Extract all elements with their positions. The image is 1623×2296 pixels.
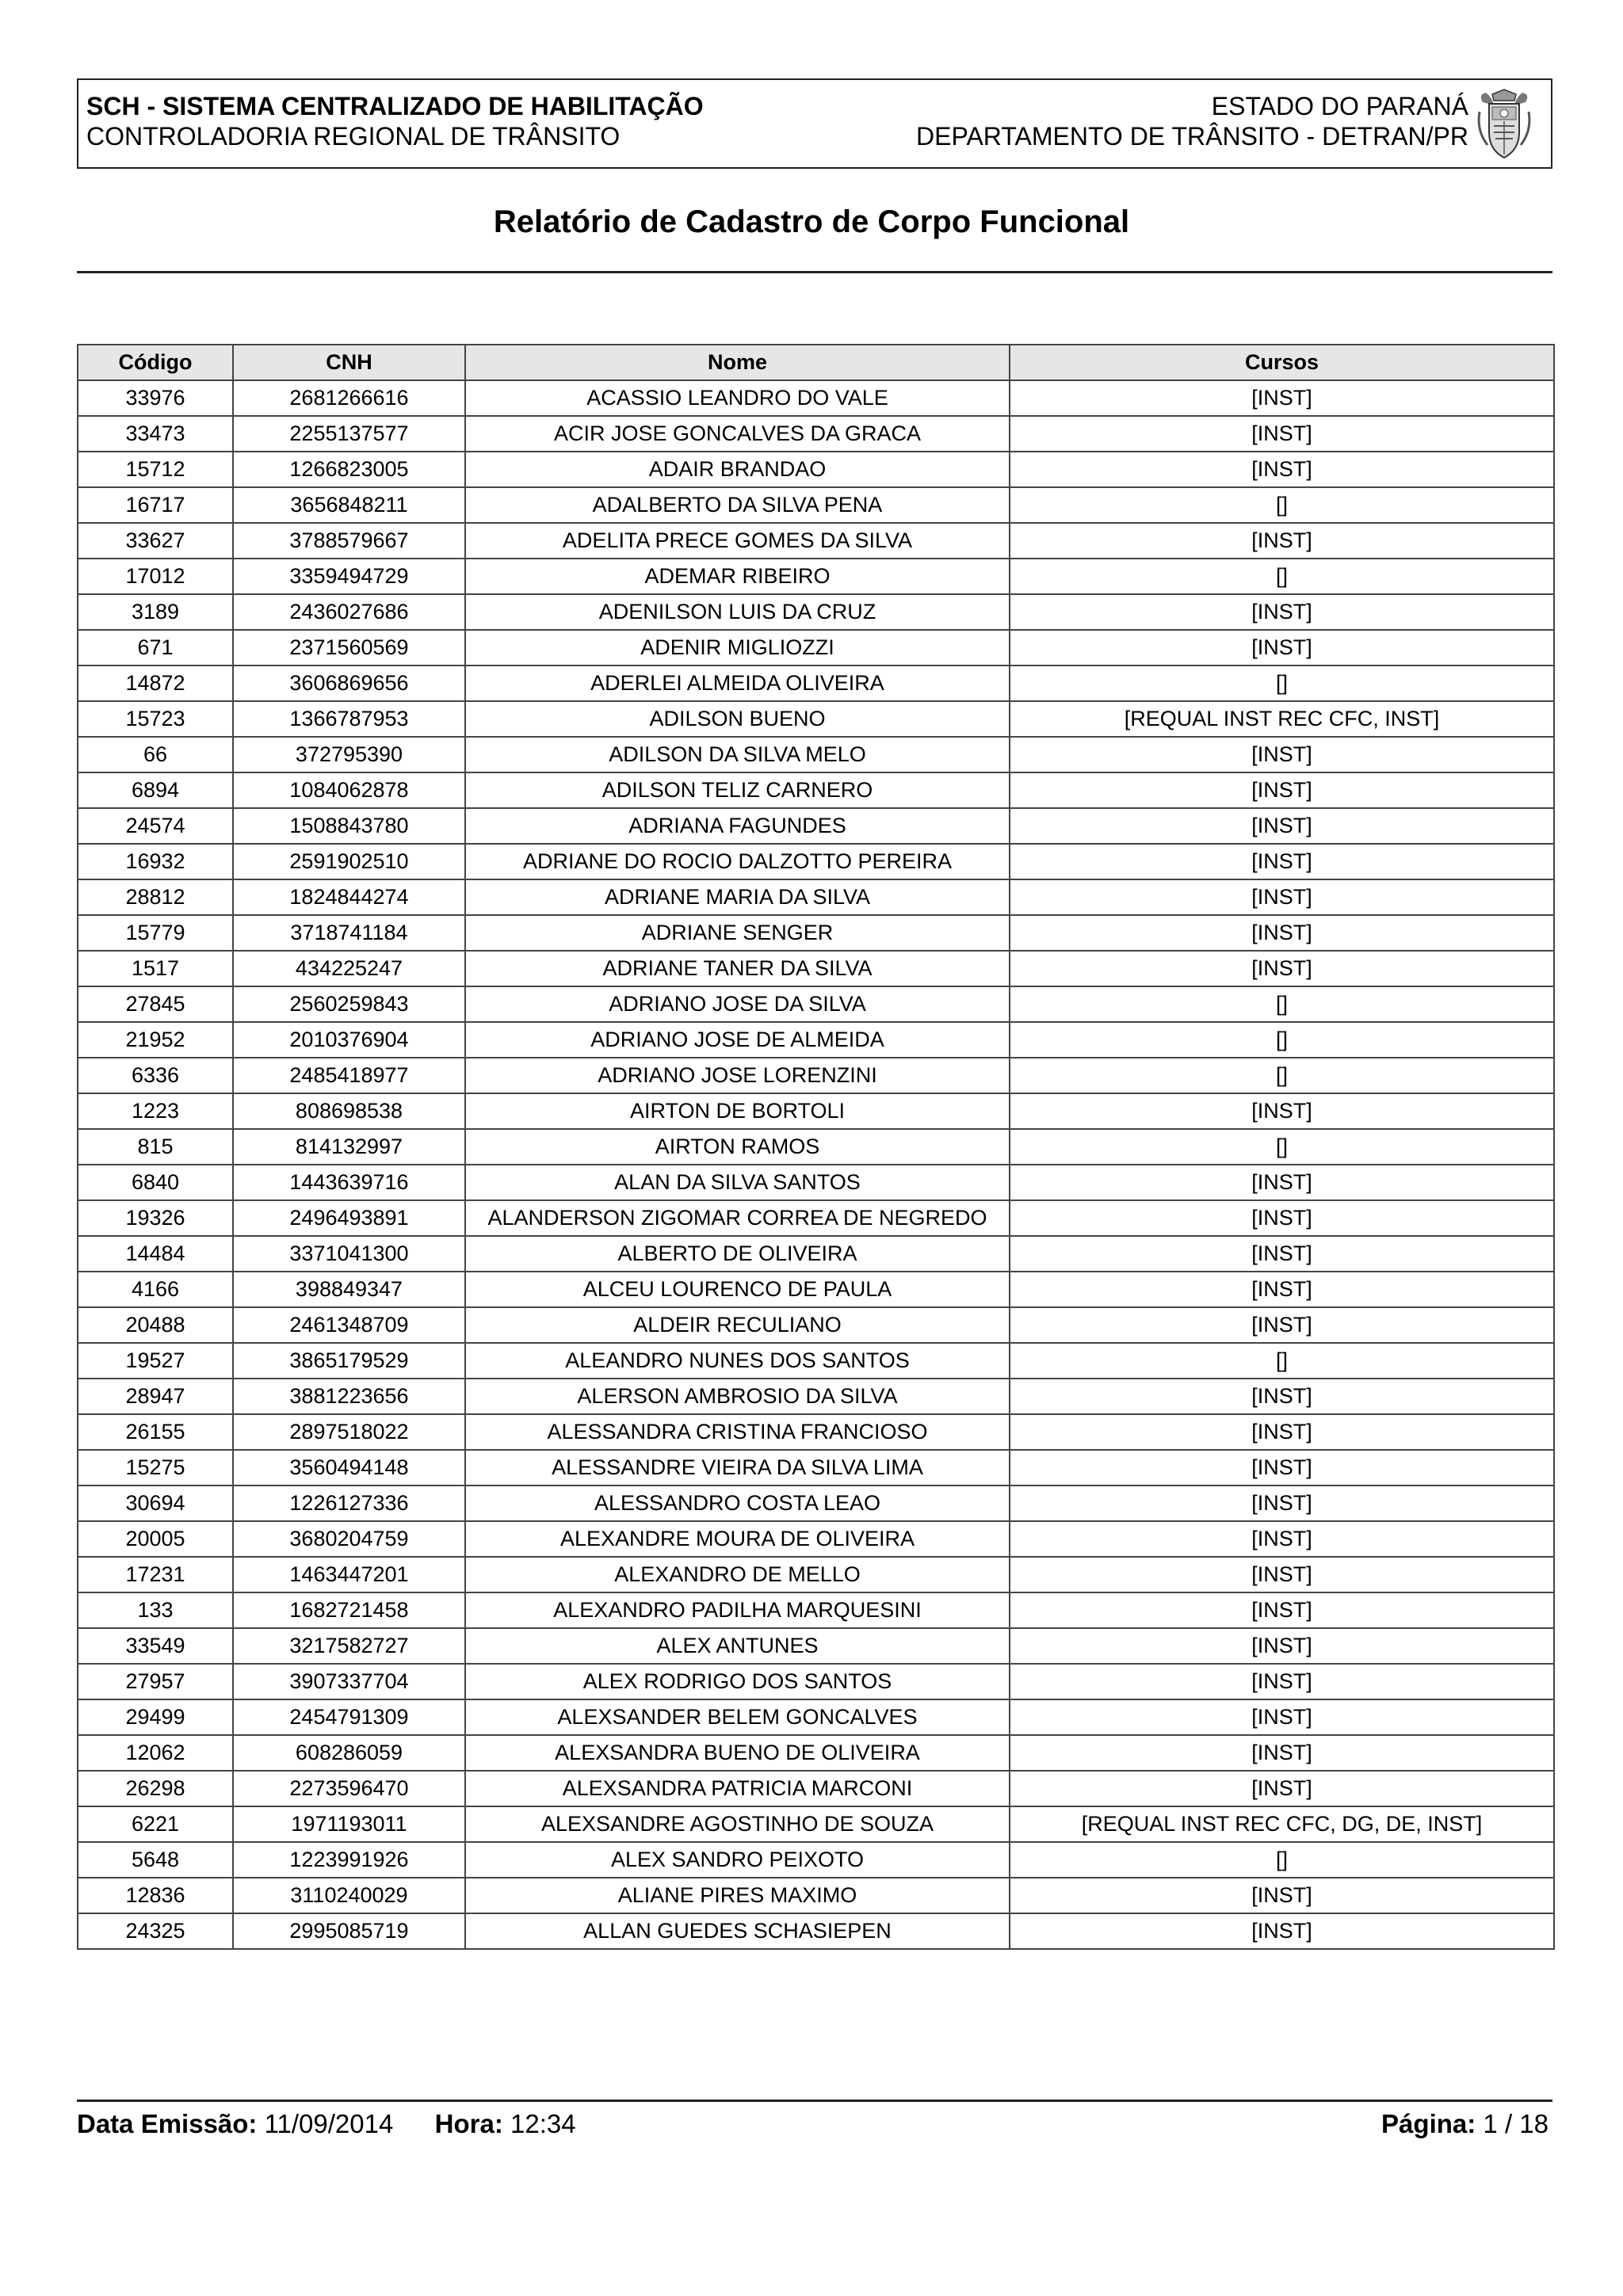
cell-name: ALEXANDRE MOURA DE OLIVEIRA: [465, 1521, 1010, 1557]
cell-name: ADALBERTO DA SILVA PENA: [465, 487, 1010, 523]
cell-courses: []: [1010, 559, 1554, 594]
cell-courses: [INST]: [1010, 951, 1554, 986]
cell-courses: []: [1010, 1058, 1554, 1093]
cell-code: 6894: [78, 772, 233, 808]
cell-code: 14484: [78, 1236, 233, 1272]
cell-cnh: 814132997: [233, 1129, 465, 1165]
cell-cnh: 3718741184: [233, 915, 465, 951]
table-row: [78, 1379, 1554, 1414]
table-row: [78, 1913, 1554, 1949]
cell-cnh: 3606869656: [233, 666, 465, 701]
table-row: [78, 1129, 1554, 1165]
table-row: [78, 1058, 1554, 1093]
cell-courses: []: [1010, 1129, 1554, 1165]
cell-code: 6336: [78, 1058, 233, 1093]
table-row: [78, 1165, 1554, 1200]
table-row: [78, 844, 1554, 879]
cell-courses: [INST]: [1010, 1414, 1554, 1450]
cell-courses: [REQUAL INST REC CFC, DG, DE, INST]: [1010, 1806, 1554, 1842]
table-row: [78, 630, 1554, 666]
cell-courses: [INST]: [1010, 1450, 1554, 1486]
cell-cnh: 808698538: [233, 1093, 465, 1129]
table-row: [78, 1307, 1554, 1343]
cell-cnh: 2995085719: [233, 1913, 465, 1949]
cell-code: 12836: [78, 1878, 233, 1913]
table-row: [78, 808, 1554, 844]
cell-cnh: 608286059: [233, 1735, 465, 1771]
cell-cnh: 3560494148: [233, 1450, 465, 1486]
cell-cnh: 3359494729: [233, 559, 465, 594]
table-row: [78, 1771, 1554, 1806]
header-left: [86, 91, 704, 151]
cell-courses: []: [1010, 487, 1554, 523]
cell-cnh: 1508843780: [233, 808, 465, 844]
table-row: [78, 1735, 1554, 1771]
footer-page-info: [1381, 2109, 1549, 2139]
cell-courses: []: [1010, 1022, 1554, 1058]
cell-cnh: 3656848211: [233, 487, 465, 523]
cell-code: 33627: [78, 523, 233, 559]
issue-date-label: Data Emissão:: [77, 2109, 258, 2138]
cell-cnh: 1366787953: [233, 701, 465, 737]
cell-code: 27845: [78, 986, 233, 1022]
table-row: [78, 772, 1554, 808]
cell-courses: [INST]: [1010, 1628, 1554, 1664]
cell-cnh: 1682721458: [233, 1592, 465, 1628]
cell-name: ADILSON BUENO: [465, 701, 1010, 737]
cell-cnh: 1223991926: [233, 1842, 465, 1878]
cell-cnh: 1824844274: [233, 879, 465, 915]
column-header-code: Código: [78, 345, 233, 380]
cell-cnh: 1971193011: [233, 1806, 465, 1842]
table-row: [78, 523, 1554, 559]
cell-cnh: 2897518022: [233, 1414, 465, 1450]
cell-courses: [INST]: [1010, 1272, 1554, 1307]
cell-cnh: 1266823005: [233, 452, 465, 487]
cell-code: 27957: [78, 1664, 233, 1699]
cell-code: 21952: [78, 1022, 233, 1058]
table-row: [78, 1521, 1554, 1557]
cell-code: 1517: [78, 951, 233, 986]
employee-table: [77, 344, 1555, 1950]
cell-courses: [INST]: [1010, 452, 1554, 487]
table-row: [78, 1414, 1554, 1450]
cell-name: ADRIANA FAGUNDES: [465, 808, 1010, 844]
cell-code: 15712: [78, 452, 233, 487]
cell-cnh: 2485418977: [233, 1058, 465, 1093]
cell-cnh: 3788579667: [233, 523, 465, 559]
cell-cnh: 1084062878: [233, 772, 465, 808]
cell-name: ADRIANO JOSE DA SILVA: [465, 986, 1010, 1022]
cell-name: ALEXANDRO DE MELLO: [465, 1557, 1010, 1592]
cell-name: ALESSANDRO COSTA LEAO: [465, 1486, 1010, 1521]
cell-courses: [INST]: [1010, 844, 1554, 879]
cell-code: 815: [78, 1129, 233, 1165]
cell-name: ALEX SANDRO PEIXOTO: [465, 1842, 1010, 1878]
cell-cnh: 1443639716: [233, 1165, 465, 1200]
cell-courses: [INST]: [1010, 1771, 1554, 1806]
cell-cnh: 2371560569: [233, 630, 465, 666]
report-header: [77, 78, 1552, 169]
cell-courses: [INST]: [1010, 1200, 1554, 1236]
cell-code: 20005: [78, 1521, 233, 1557]
cell-code: 19527: [78, 1343, 233, 1379]
table-row: [78, 915, 1554, 951]
cell-courses: [INST]: [1010, 380, 1554, 416]
cell-cnh: 2436027686: [233, 594, 465, 630]
cell-code: 671: [78, 630, 233, 666]
cell-courses: [INST]: [1010, 1165, 1554, 1200]
cell-name: ALDEIR RECULIANO: [465, 1307, 1010, 1343]
column-header-courses: Cursos: [1010, 345, 1554, 380]
issue-date-value: 11/09/2014: [264, 2109, 394, 2138]
cell-courses: [INST]: [1010, 1236, 1554, 1272]
header-subtitle: CONTROLADORIA REGIONAL DE TRÂNSITO: [86, 122, 621, 151]
cell-cnh: 1226127336: [233, 1486, 465, 1521]
cell-name: ADEMAR RIBEIRO: [465, 559, 1010, 594]
cell-courses: []: [1010, 1343, 1554, 1379]
table-row: [78, 737, 1554, 772]
cell-cnh: 3371041300: [233, 1236, 465, 1272]
cell-name: ALANDERSON ZIGOMAR CORREA DE NEGREDO: [465, 1200, 1010, 1236]
table-row: [78, 1557, 1554, 1592]
department-name: DEPARTAMENTO DE TRÂNSITO - DETRAN/PR: [916, 122, 1468, 151]
cell-name: ALEANDRO NUNES DOS SANTOS: [465, 1343, 1010, 1379]
table-row: [78, 951, 1554, 986]
table-row: [78, 1699, 1554, 1735]
cell-code: 14872: [78, 666, 233, 701]
cell-name: ALEXSANDRE AGOSTINHO DE SOUZA: [465, 1806, 1010, 1842]
cell-code: 133: [78, 1592, 233, 1628]
cell-name: ADERLEI ALMEIDA OLIVEIRA: [465, 666, 1010, 701]
cell-name: ADRIANE TANER DA SILVA: [465, 951, 1010, 986]
title-divider: [77, 271, 1552, 273]
cell-name: ALEXANDRO PADILHA MARQUESINI: [465, 1592, 1010, 1628]
cell-code: 15723: [78, 701, 233, 737]
table-body: [78, 380, 1554, 1949]
table-row: [78, 1022, 1554, 1058]
cell-code: 16717: [78, 487, 233, 523]
table-row: [78, 1272, 1554, 1307]
table-header-row: [78, 345, 1554, 380]
cell-name: ADRIANO JOSE DE ALMEIDA: [465, 1022, 1010, 1058]
cell-cnh: 2461348709: [233, 1307, 465, 1343]
cell-cnh: 398849347: [233, 1272, 465, 1307]
issue-time-label: Hora:: [434, 2109, 503, 2138]
cell-cnh: 2591902510: [233, 844, 465, 879]
table-row: [78, 1450, 1554, 1486]
cell-cnh: 2273596470: [233, 1771, 465, 1806]
cell-code: 6221: [78, 1806, 233, 1842]
cell-name: AIRTON RAMOS: [465, 1129, 1010, 1165]
table-row: [78, 594, 1554, 630]
cell-courses: [INST]: [1010, 1307, 1554, 1343]
cell-courses: [INST]: [1010, 1379, 1554, 1414]
report-title: Relatório de Cadastro de Corpo Funcional: [493, 204, 1130, 239]
cell-cnh: 3110240029: [233, 1878, 465, 1913]
cell-code: 33976: [78, 380, 233, 416]
cell-courses: [INST]: [1010, 1592, 1554, 1628]
cell-courses: []: [1010, 666, 1554, 701]
cell-code: 15275: [78, 1450, 233, 1486]
cell-name: ALEXSANDRA BUENO DE OLIVEIRA: [465, 1735, 1010, 1771]
table-row: [78, 1486, 1554, 1521]
cell-code: 5648: [78, 1842, 233, 1878]
system-title: SCH - SISTEMA CENTRALIZADO DE HABILITAÇÃO: [86, 92, 704, 120]
cell-courses: [INST]: [1010, 737, 1554, 772]
cell-name: ADELITA PRECE GOMES DA SILVA: [465, 523, 1010, 559]
table-row: [78, 1806, 1554, 1842]
footer-divider: [77, 2100, 1552, 2102]
cell-code: 26155: [78, 1414, 233, 1450]
cell-name: ALLAN GUEDES SCHASIEPEN: [465, 1913, 1010, 1949]
cell-courses: [INST]: [1010, 416, 1554, 452]
cell-code: 4166: [78, 1272, 233, 1307]
cell-courses: [REQUAL INST REC CFC, INST]: [1010, 701, 1554, 737]
cell-name: ADRIANE MARIA DA SILVA: [465, 879, 1010, 915]
cell-cnh: 2560259843: [233, 986, 465, 1022]
cell-code: 30694: [78, 1486, 233, 1521]
cell-code: 66: [78, 737, 233, 772]
table-row: [78, 701, 1554, 737]
cell-courses: [INST]: [1010, 1557, 1554, 1592]
state-name: ESTADO DO PARANÁ: [1211, 92, 1468, 120]
cell-code: 19326: [78, 1200, 233, 1236]
cell-code: 26298: [78, 1771, 233, 1806]
cell-code: 24574: [78, 808, 233, 844]
cell-name: ADRIANE DO ROCIO DALZOTTO PEREIRA: [465, 844, 1010, 879]
cell-name: ADILSON TELIZ CARNERO: [465, 772, 1010, 808]
cell-code: 3189: [78, 594, 233, 630]
cell-name: ADENILSON LUIS DA CRUZ: [465, 594, 1010, 630]
issue-time-value: 12:34: [510, 2109, 576, 2138]
cell-code: 6840: [78, 1165, 233, 1200]
cell-name: ACIR JOSE GONCALVES DA GRACA: [465, 416, 1010, 452]
cell-code: 16932: [78, 844, 233, 879]
table-row: [78, 1200, 1554, 1236]
cell-cnh: 2255137577: [233, 416, 465, 452]
cell-name: ADRIANE SENGER: [465, 915, 1010, 951]
cell-cnh: 3865179529: [233, 1343, 465, 1379]
cell-courses: [INST]: [1010, 1699, 1554, 1735]
table-row: [78, 1592, 1554, 1628]
cell-courses: [INST]: [1010, 879, 1554, 915]
table-row: [78, 380, 1554, 416]
cell-name: AIRTON DE BORTOLI: [465, 1093, 1010, 1129]
table-row: [78, 1878, 1554, 1913]
cell-courses: [INST]: [1010, 915, 1554, 951]
page-label: Página:: [1381, 2109, 1476, 2138]
cell-courses: [INST]: [1010, 1486, 1554, 1521]
table-row: [78, 986, 1554, 1022]
cell-courses: [INST]: [1010, 1735, 1554, 1771]
cell-cnh: 434225247: [233, 951, 465, 986]
cell-cnh: 2454791309: [233, 1699, 465, 1735]
table-row: [78, 416, 1554, 452]
cell-code: 28812: [78, 879, 233, 915]
cell-code: 1223: [78, 1093, 233, 1129]
cell-name: ALEXSANDRA PATRICIA MARCONI: [465, 1771, 1010, 1806]
cell-name: ADAIR BRANDAO: [465, 452, 1010, 487]
cell-name: ADILSON DA SILVA MELO: [465, 737, 1010, 772]
cell-courses: [INST]: [1010, 1878, 1554, 1913]
cell-cnh: 3217582727: [233, 1628, 465, 1664]
cell-cnh: 3680204759: [233, 1521, 465, 1557]
table-row: [78, 1343, 1554, 1379]
column-header-name: Nome: [465, 345, 1010, 380]
cell-code: 33473: [78, 416, 233, 452]
cell-courses: [INST]: [1010, 630, 1554, 666]
cell-name: ADENIR MIGLIOZZI: [465, 630, 1010, 666]
cell-name: ADRIANO JOSE LORENZINI: [465, 1058, 1010, 1093]
cell-code: 12062: [78, 1735, 233, 1771]
footer-issue-info: [77, 2109, 576, 2139]
table-row: [78, 487, 1554, 523]
page-number: 1 / 18: [1483, 2109, 1549, 2138]
cell-courses: [INST]: [1010, 594, 1554, 630]
table-row: [78, 1236, 1554, 1272]
cell-name: ALERSON AMBROSIO DA SILVA: [465, 1379, 1010, 1414]
cell-name: ACASSIO LEANDRO DO VALE: [465, 380, 1010, 416]
cell-cnh: 2496493891: [233, 1200, 465, 1236]
cell-cnh: 3907337704: [233, 1664, 465, 1699]
cell-code: 20488: [78, 1307, 233, 1343]
cell-code: 28947: [78, 1379, 233, 1414]
cell-cnh: 372795390: [233, 737, 465, 772]
cell-code: 24325: [78, 1913, 233, 1949]
cell-code: 29499: [78, 1699, 233, 1735]
cell-name: ALESSANDRA CRISTINA FRANCIOSO: [465, 1414, 1010, 1450]
cell-name: ALAN DA SILVA SANTOS: [465, 1165, 1010, 1200]
table-row: [78, 452, 1554, 487]
column-header-cnh: CNH: [233, 345, 465, 380]
parana-coat-of-arms-icon: [1475, 88, 1533, 161]
cell-name: ALESSANDRE VIEIRA DA SILVA LIMA: [465, 1450, 1010, 1486]
cell-courses: []: [1010, 1842, 1554, 1878]
cell-code: 17231: [78, 1557, 233, 1592]
cell-courses: []: [1010, 986, 1554, 1022]
cell-courses: [INST]: [1010, 523, 1554, 559]
cell-courses: [INST]: [1010, 1913, 1554, 1949]
cell-code: 17012: [78, 559, 233, 594]
cell-cnh: 2010376904: [233, 1022, 465, 1058]
cell-cnh: 3881223656: [233, 1379, 465, 1414]
table-row: [78, 879, 1554, 915]
table-row: [78, 1093, 1554, 1129]
cell-courses: [INST]: [1010, 808, 1554, 844]
cell-code: 33549: [78, 1628, 233, 1664]
table-row: [78, 1664, 1554, 1699]
cell-name: ALCEU LOURENCO DE PAULA: [465, 1272, 1010, 1307]
header-right: [916, 91, 1468, 151]
table-row: [78, 666, 1554, 701]
cell-courses: [INST]: [1010, 772, 1554, 808]
cell-name: ALEX RODRIGO DOS SANTOS: [465, 1664, 1010, 1699]
cell-courses: [INST]: [1010, 1093, 1554, 1129]
cell-name: ALEX ANTUNES: [465, 1628, 1010, 1664]
table-row: [78, 559, 1554, 594]
cell-cnh: 1463447201: [233, 1557, 465, 1592]
table-row: [78, 1842, 1554, 1878]
cell-courses: [INST]: [1010, 1664, 1554, 1699]
table-row: [78, 1628, 1554, 1664]
cell-courses: [INST]: [1010, 1521, 1554, 1557]
cell-name: ALBERTO DE OLIVEIRA: [465, 1236, 1010, 1272]
cell-name: ALEXSANDER BELEM GONCALVES: [465, 1699, 1010, 1735]
cell-name: ALIANE PIRES MAXIMO: [465, 1878, 1010, 1913]
cell-code: 15779: [78, 915, 233, 951]
cell-cnh: 2681266616: [233, 380, 465, 416]
